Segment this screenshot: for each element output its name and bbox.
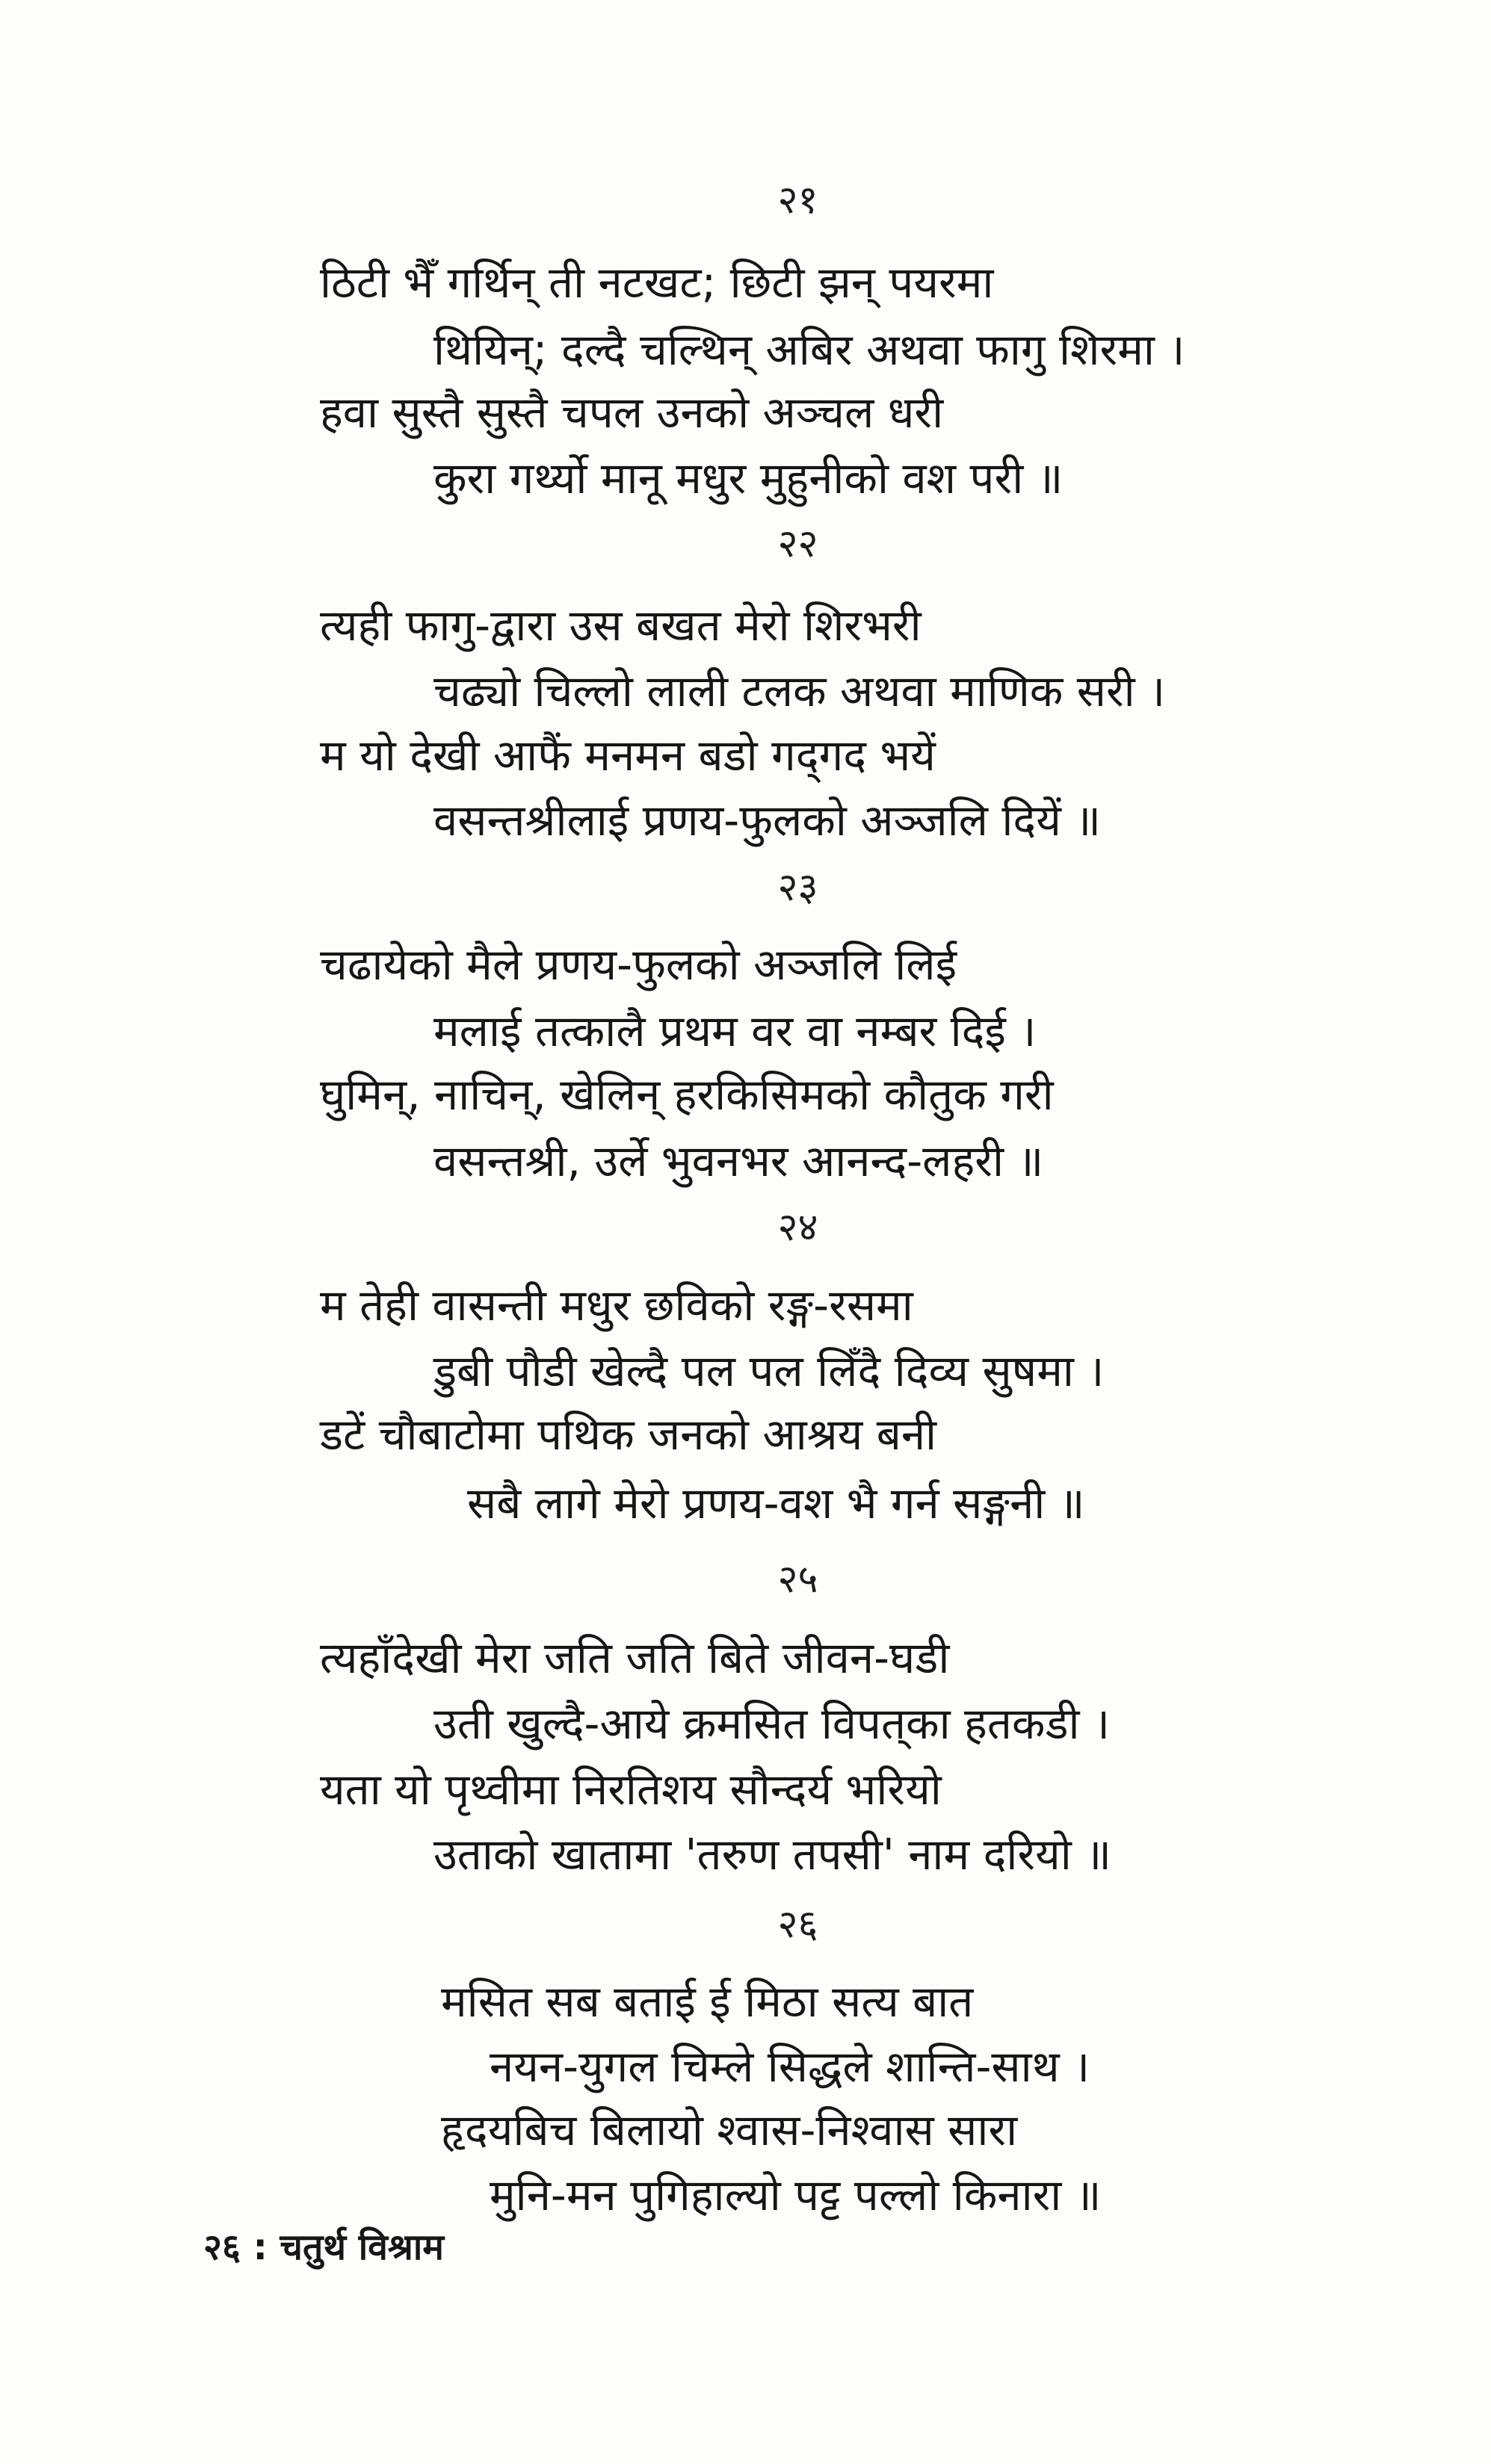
verse-line: म तेही वासन्ती मधुर छविको रङ्ग-रसमा [320,1280,913,1331]
verse-line: डुबी पौडी खेल्दै पल पल लिँदै दिव्य सुषमा । [433,1346,1105,1396]
stanza-number: २१ [777,178,818,223]
verse-line: यता यो पृथ्वीमा निरतिशय सौन्दर्य भरियो [320,1764,942,1815]
verse-line: ठिटी भैँ गर्थिन् ती नटखट; छिटी झन् पयरमा [320,257,994,308]
verse-line: सबै लागे मेरो प्रणय-वश भै गर्न सङ्गनी ॥ [467,1478,1085,1529]
page-footer: २६ : चतुर्थ विश्राम [203,2226,445,2268]
verse-line: म यो देखी आफैं मनमन बडो गद्‌गद भयें [320,730,936,781]
verse-line: नयन-युगल चिम्ले सिद्धले शान्ति-साथ । [490,2041,1090,2092]
verse-line: वसन्तश्री, उर्ले भुवनभर आनन्द-लहरी ॥ [433,1136,1044,1186]
stanza-number: २५ [777,1557,818,1602]
verse-line: मुनि-मन पुगिहाल्यो पट्ट पल्लो किनारा ॥ [490,2170,1102,2220]
verse-line: चढायेको मैले प्रणय-फुलको अञ्जलि लिई [320,939,957,990]
verse-line: मसित सब बताई ई मिठा सत्य बात [441,1976,974,2027]
verse-line: कुरा गर्थ्यो मानू मधुर मुहुनीको वश परी ॥ [433,453,1064,504]
verse-line: चढ्यो चिल्लो लाली टलक अथवा माणिक सरी । [433,666,1166,716]
stanza-number: २२ [777,521,818,566]
verse-line: घुमिन्, नाचिन्, खेलिन् हरकिसिमको कौतुक गरी [320,1069,1054,1120]
verse-line: मलाई तत्कालै प्रथम वर वा नम्बर दिई । [433,1006,1037,1056]
stanza-number: २३ [777,865,818,910]
verse-line: डटें चौबाटोमा पथिक जनको आश्रय बनी [320,1409,937,1460]
verse-line: हवा सुस्तै सुस्तै चपल उनको अञ्चल धरी [320,387,944,438]
verse-line: उताको खातामा 'तरुण तपसी' नाम दरियो ॥ [433,1829,1111,1880]
verse-line: वसन्तश्रीलाई प्रणय-फुलको अञ्जलि दियें ॥ [433,795,1102,846]
verse-line: त्यहाँदेखी मेरा जति जति बिते जीवन-घडी [320,1632,950,1683]
verse-line: उती खुल्दै-आये क्रमसित विपत्‌का हतकडी । [433,1698,1110,1749]
verse-line: हृदयबिच बिलायो श्वास-निश्वास सारा [441,2105,1018,2155]
stanza-number: २४ [777,1205,818,1250]
verse-line: त्यही फागु-द्वारा उस बखत मेरो शिरभरी [320,600,922,651]
stanza-number: २६ [777,1902,818,1947]
verse-line: थियिन्; दल्दै चल्थिन् अबिर अथवा फागु शिरमा । [433,324,1185,375]
